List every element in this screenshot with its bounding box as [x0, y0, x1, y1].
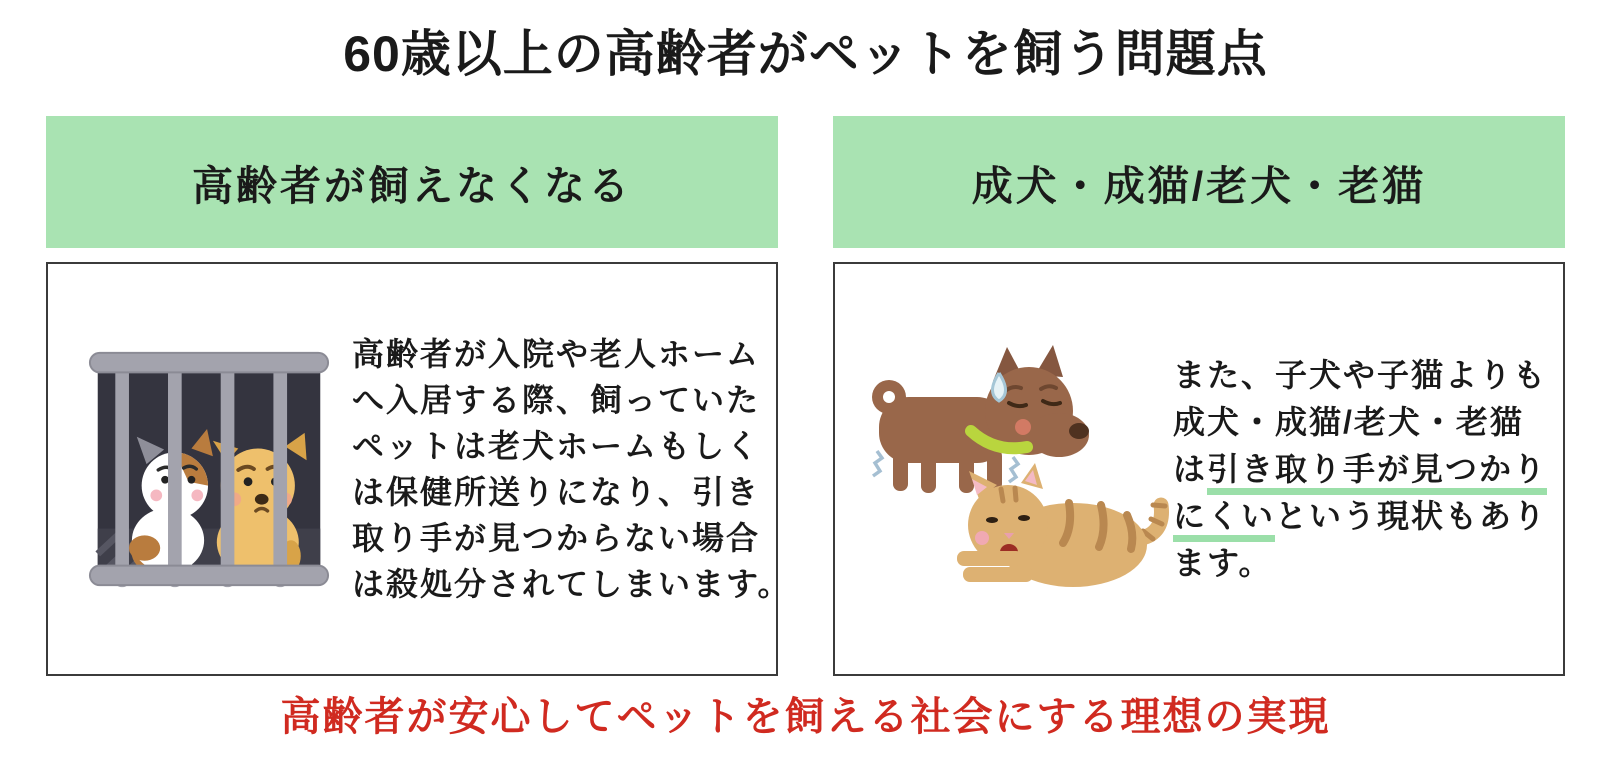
body-line: は保健所送りになり、引き [352, 474, 761, 510]
left-panel-body [352, 331, 791, 607]
body-line-post: という現状もあり [1275, 497, 1548, 534]
body-line-pre: また、子犬や子猫よりも [1173, 356, 1548, 393]
old-pets-illustration [841, 338, 1171, 600]
body-line [1173, 493, 1547, 540]
body-line: 高齢者が入院や老人ホーム [352, 336, 761, 372]
body-line [1173, 399, 1547, 446]
caged-pets-illustration [82, 347, 336, 591]
right-panel-body [1173, 352, 1547, 587]
right-panel-box [833, 262, 1565, 676]
body-line: 取り手が見つからない場合 [352, 520, 761, 556]
body-line [1173, 352, 1547, 399]
old-dog [872, 345, 1089, 493]
right-panel [833, 116, 1565, 676]
body-line: へ入居する際、飼っていた [352, 382, 761, 418]
body-line-pre: ます。 [1173, 544, 1273, 581]
left-panel-header: 高齢者が飼えなくなる [46, 116, 778, 248]
body-line: は殺処分されてしまいます。 [352, 566, 792, 602]
right-panel-header: 成犬・成猫/老犬・老猫 [833, 116, 1565, 248]
page-title: 60歳以上の高齢者がペットを飼う問題点 [343, 26, 1268, 82]
body-line-pre: 成犬・成猫/老犬・老猫 [1173, 403, 1524, 440]
body-line [1173, 446, 1547, 493]
body-line [1173, 540, 1547, 587]
body-line: ペットは老犬ホームもしく [352, 428, 761, 464]
body-line-pre: は [1173, 450, 1208, 487]
content-columns [46, 116, 1565, 676]
underlined-text: 引き取り手が見つかり [1207, 451, 1547, 495]
left-panel-box [46, 262, 792, 676]
left-panel [46, 116, 792, 676]
underlined-text: にくい [1173, 498, 1275, 542]
footer-slogan: 高齢者が安心してペットを飼える社会にする理想の実現 [280, 695, 1331, 739]
old-cat [957, 463, 1165, 587]
